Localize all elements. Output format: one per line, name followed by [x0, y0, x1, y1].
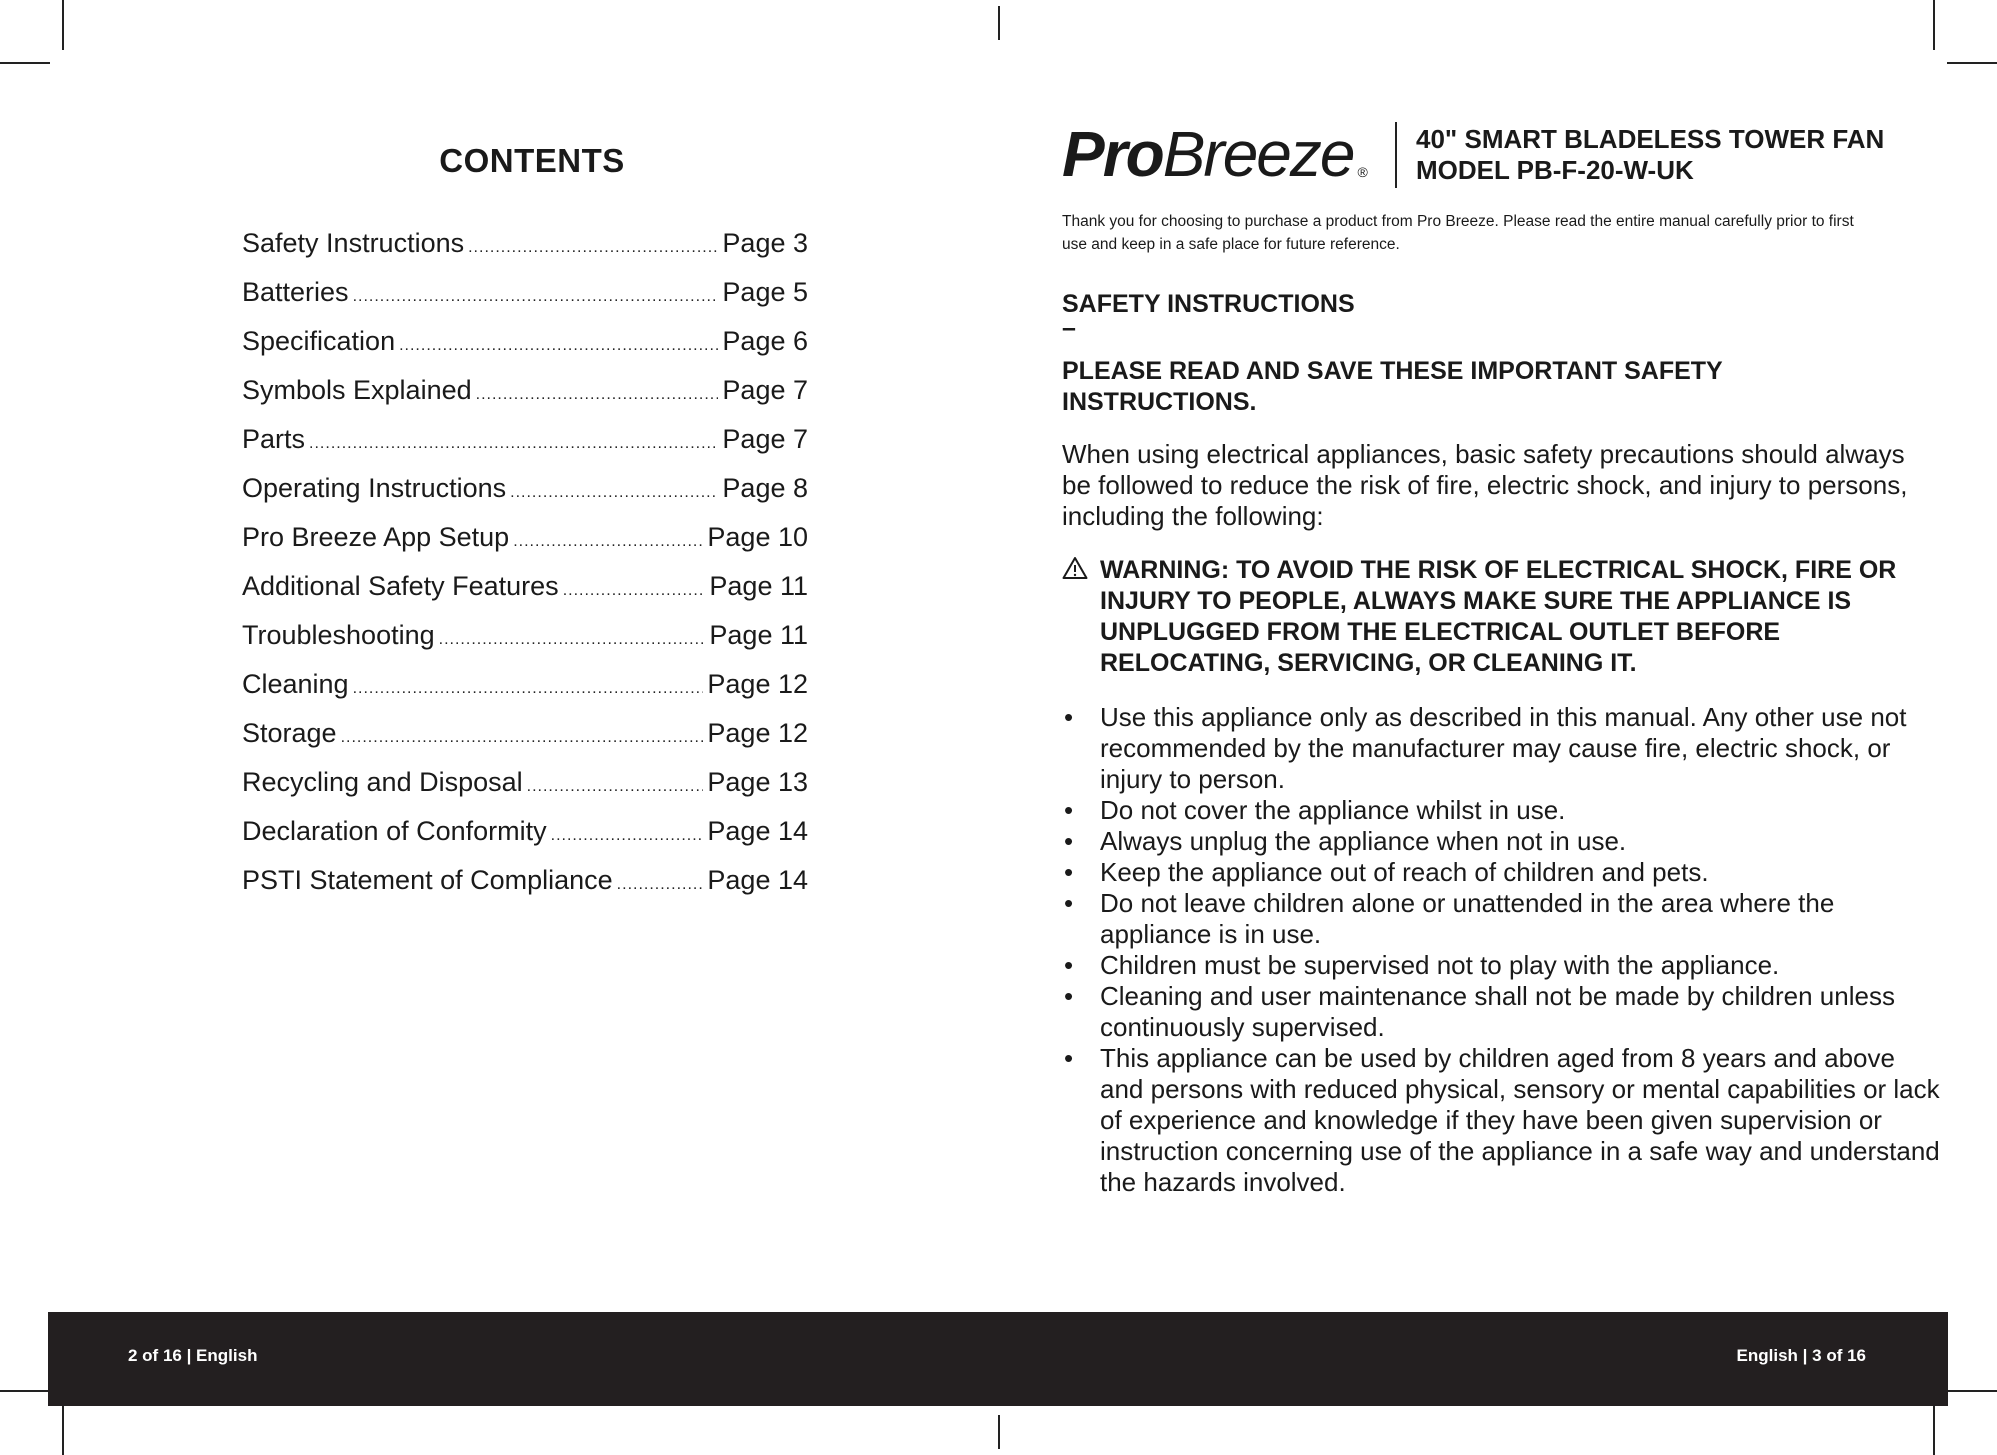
intro-text: Thank you for choosing to purchase a product from Pro Breeze. Please read the entire manual carefully prior to first use and keep in a safe place for future reference. — [1062, 213, 1854, 253]
toc-row — [242, 424, 808, 473]
toc-label: Pro Breeze App Setup — [242, 522, 510, 552]
crop-mark — [998, 1415, 1000, 1449]
toc-page-number: Page 14 — [707, 865, 808, 895]
bullet-icon: • — [1064, 857, 1074, 887]
list-item — [1062, 795, 1942, 826]
toc-page-number: Page 11 — [709, 571, 808, 601]
toc-page-number: Page 12 — [707, 669, 808, 699]
toc-row — [242, 669, 808, 718]
list-item — [1062, 950, 1942, 981]
bullet-icon: • — [1064, 702, 1074, 732]
right-page — [1000, 0, 1997, 1310]
list-item-text: Always unplug the appliance when not in use. — [1100, 826, 1627, 856]
list-item — [1062, 981, 1942, 1043]
toc-label: Parts — [242, 424, 306, 454]
footer-bar — [48, 1312, 1948, 1406]
list-item-text: Children must be supervised not to play with the appliance. — [1100, 950, 1780, 980]
toc-page-number: Page 11 — [709, 620, 808, 650]
warning-triangle-icon — [1062, 556, 1088, 580]
toc-dot-leader — [399, 337, 718, 355]
toc-label: Troubleshooting — [242, 620, 435, 650]
warning-text: WARNING: TO AVOID THE RISK OF ELECTRICAL SHOCK, FIRE OR INJURY TO PEOPLE, ALWAYS MAKE SURE THE APPLIANCE IS UNPLUGGED FROM THE ELECTRICAL OUTLET BEFORE RELOCATING, SERVICING, OR CLEANING IT. — [1100, 556, 1897, 677]
table-of-contents — [242, 228, 808, 914]
toc-dot-leader — [551, 827, 704, 845]
toc-label: Symbols Explained — [242, 375, 472, 405]
toc-row — [242, 228, 808, 277]
toc-row — [242, 718, 808, 767]
toc-row — [242, 326, 808, 375]
crop-mark — [62, 1405, 64, 1455]
safety-bullet-list — [1062, 702, 1942, 1198]
bullet-icon: • — [1064, 981, 1074, 1011]
toc-dot-leader — [341, 729, 704, 747]
toc-dot-leader — [353, 288, 719, 306]
toc-row — [242, 277, 808, 326]
toc-dot-leader — [476, 386, 719, 404]
toc-dot-leader — [468, 239, 718, 257]
toc-row — [242, 865, 808, 914]
list-item-text: Use this appliance only as described in this manual. Any other use not recommended by the manufacturer may cause fire, electric shock, or injury to person. — [1100, 702, 1907, 794]
toc-row — [242, 473, 808, 522]
list-item — [1062, 857, 1942, 888]
crop-mark — [0, 1390, 50, 1392]
probreeze-logo — [1062, 114, 1368, 194]
list-item — [1062, 888, 1942, 950]
list-item — [1062, 826, 1942, 857]
toc-dot-leader — [510, 484, 718, 502]
toc-page-number: Page 7 — [722, 424, 808, 454]
safety-subheading: PLEASE READ AND SAVE THESE IMPORTANT SAFETY INSTRUCTIONS. — [1062, 357, 1723, 416]
bullet-icon: • — [1064, 826, 1074, 856]
product-name: 40" SMART BLADELESS TOWER FAN — [1416, 124, 1885, 154]
toc-page-number: Page 6 — [722, 326, 808, 356]
list-item-text: This appliance can be used by children aged from 8 years and above and persons with reduced physical, sensory or mental capabilities or lack of experience and knowledge if they have been given supervision or instruction concerning use of the appliance in a safe way and understand the hazards involved. — [1100, 1043, 1940, 1197]
toc-row — [242, 816, 808, 865]
toc-row — [242, 620, 808, 669]
toc-row — [242, 375, 808, 424]
list-item-text: Cleaning and user maintenance shall not be made by children unless continuously supervised. — [1100, 981, 1895, 1042]
toc-row — [242, 522, 808, 571]
toc-page-number: Page 12 — [707, 718, 808, 748]
section-dash: – — [1062, 314, 1076, 342]
warning-block — [1062, 555, 1942, 679]
toc-page-number: Page 14 — [707, 816, 808, 846]
toc-row — [242, 767, 808, 816]
toc-label: Operating Instructions — [242, 473, 507, 503]
bullet-icon: • — [1064, 795, 1074, 825]
toc-page-number: Page 8 — [722, 473, 808, 503]
crop-mark — [1947, 1390, 1997, 1392]
toc-label: Cleaning — [242, 669, 349, 699]
list-item-text: Keep the appliance out of reach of children and pets. — [1100, 857, 1709, 887]
list-item-text: Do not leave children alone or unattended in the area where the appliance is in use. — [1100, 888, 1835, 949]
contents-title: CONTENTS — [439, 142, 625, 179]
toc-row — [242, 571, 808, 620]
left-page — [0, 0, 1000, 1310]
toc-page-number: Page 5 — [722, 277, 808, 307]
toc-dot-leader — [353, 680, 704, 698]
toc-dot-leader — [309, 435, 718, 453]
toc-page-number: Page 13 — [707, 767, 808, 797]
toc-dot-leader — [527, 778, 704, 796]
toc-label: Declaration of Conformity — [242, 816, 547, 846]
toc-dot-leader — [439, 631, 706, 649]
toc-dot-leader — [563, 582, 706, 600]
toc-label: Storage — [242, 718, 337, 748]
toc-label: Specification — [242, 326, 396, 356]
footer-page-left: 2 of 16 | English — [128, 1346, 258, 1365]
footer-page-right: English | 3 of 16 — [1736, 1346, 1866, 1365]
list-item — [1062, 1043, 1942, 1198]
product-title — [1416, 124, 1884, 186]
bullet-icon: • — [1064, 888, 1074, 918]
bullet-icon: • — [1064, 1043, 1074, 1073]
safety-paragraph: When using electrical appliances, basic safety precautions should always be followed to reduce the risk of fire, electric shock, and injury to persons, including the following: — [1062, 439, 1908, 531]
logo-pro-text: Pro — [1062, 118, 1163, 190]
toc-label: Safety Instructions — [242, 228, 465, 258]
toc-label: Additional Safety Features — [242, 571, 559, 601]
list-item-text: Do not cover the appliance whilst in use. — [1100, 795, 1566, 825]
logo-divider — [1395, 122, 1397, 188]
toc-page-number: Page 3 — [722, 228, 808, 258]
toc-dot-leader — [617, 876, 704, 894]
toc-label: Recycling and Disposal — [242, 767, 523, 797]
registered-mark: ® — [1357, 164, 1368, 180]
toc-page-number: Page 10 — [707, 522, 808, 552]
crop-mark — [1933, 1405, 1935, 1455]
toc-page-number: Page 7 — [722, 375, 808, 405]
bullet-icon: • — [1064, 950, 1074, 980]
toc-dot-leader — [513, 533, 703, 551]
section-title: SAFETY INSTRUCTIONS — [1062, 290, 1355, 318]
toc-label: Batteries — [242, 277, 349, 307]
toc-label: PSTI Statement of Compliance — [242, 865, 613, 895]
list-item — [1062, 702, 1942, 795]
product-model: MODEL PB-F-20-W-UK — [1416, 155, 1694, 185]
logo-breeze-text: Breeze — [1162, 118, 1354, 190]
